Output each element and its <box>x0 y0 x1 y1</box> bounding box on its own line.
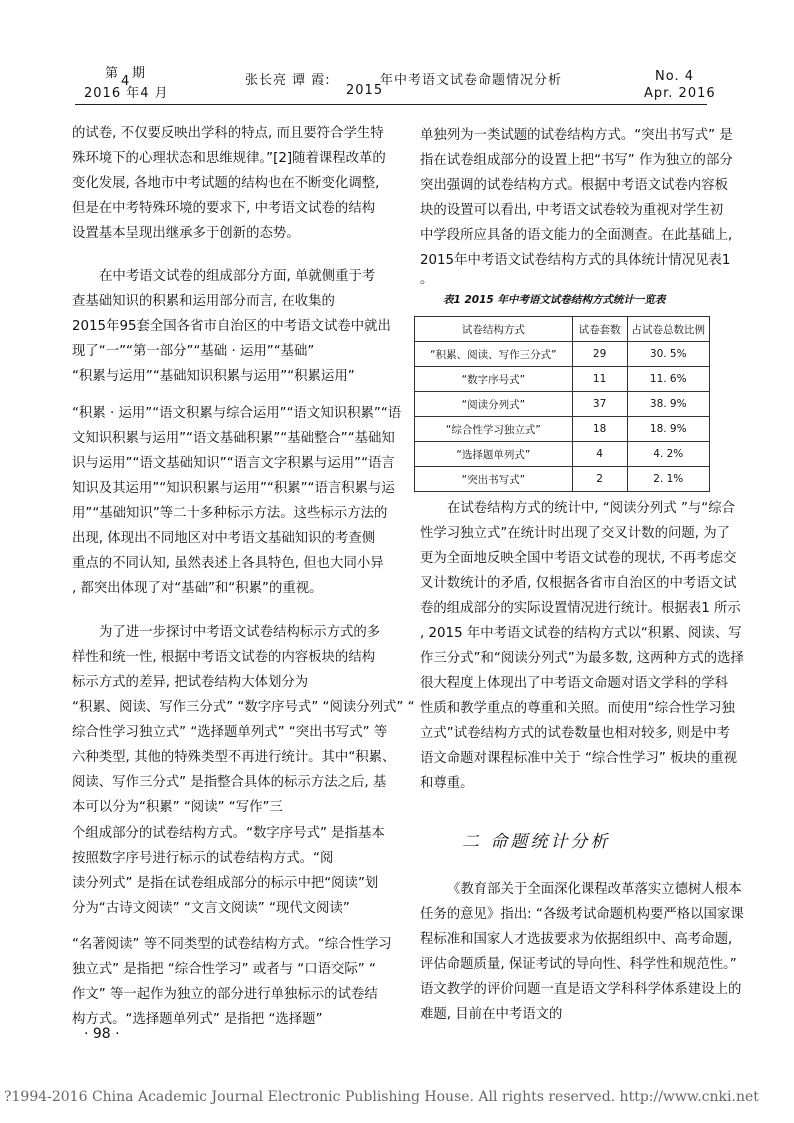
text-line: 作文” 等一起作为独立的部分进行单独标示的试卷结 <box>72 987 378 1002</box>
table-cell: “阅读分列式” <box>415 392 573 417</box>
text-line: 文知识积累与运用”“语文基础积累”“基础整合”“基础知 <box>72 431 395 446</box>
text-line: 立式”试卷结构方式的试卷数量也相对较多, 则是中考 <box>420 726 731 741</box>
text-line: 性学习独立式”在统计时出现了交叉计数的问题, 为了 <box>420 526 731 541</box>
text-line: 叉计数统计的矛盾, 仅根据各省市自治区的中考语文试 <box>420 576 737 591</box>
text-line: 阅读、写作三分式” 是指整合具体的标示方法之后, 基 <box>72 775 387 790</box>
table-row <box>415 342 710 367</box>
text-line: 分为“古诗文阅读” “文言文阅读” “现代文阅读” <box>72 901 350 916</box>
text-line: 样性和统一性, 根据中考语文试卷的内容板块的结构 <box>72 650 376 665</box>
text-line: 语文教学的评价问题一直是语文学科科学体系建设上的 <box>420 982 742 997</box>
text-line: 中学段所应具备的语文能力的全面测查。在此基础上, <box>420 228 733 243</box>
issue-label <box>105 62 119 81</box>
text-line: 2015年95套全国各省市自治区的中考语文试卷中就出 <box>72 319 391 334</box>
text-line: 块的设置可以看出, 中考语文试卷较为重视对学生初 <box>420 203 724 218</box>
text-line: 作三分式”和“阅读分列式”为最多数, 这两种方式的选择 <box>420 651 744 666</box>
text-line: 本可以分为“积累” “阅读” “写作”三 <box>72 800 283 815</box>
table-header-cell: 占试卷总数比例 <box>627 317 710 342</box>
text-line: 单独列为一类试题的试卷结构方式。“突出书写式” 是 <box>420 128 733 143</box>
table-row <box>415 442 710 467</box>
header-no: No. 4 <box>655 69 694 84</box>
text-line: 更为全面地反映全国中考语文试卷的现状, 不再考虑交 <box>420 551 737 566</box>
text-line: 综合性学习独立式” “选择题单列式” “突出书写式” 等 <box>72 725 388 740</box>
table-cell: 38. 9% <box>627 392 710 417</box>
text-line: 现了“一”“第一部分”“基础 · 运用”“基础” <box>72 344 315 359</box>
table-cell: 30. 5% <box>627 342 710 367</box>
text-line: 和尊重。 <box>420 776 474 791</box>
text-line: 用”“基础知识”等二十多种标示方法。这些标示方法的 <box>72 506 388 521</box>
text-line: “积累与运用”“基础知识积累与运用”“积累运用” <box>72 369 355 384</box>
table-title: 表1 2015 年中考语文试卷结构方式统计一览表 <box>443 294 666 306</box>
table-row <box>415 417 710 442</box>
issue-number: 4 <box>121 74 131 89</box>
text-line: 评估命题质量, 保证考试的导向性、科学性和规范性。” <box>420 957 737 972</box>
header-article-title: 年中考语文试卷命题情况分析 <box>380 73 563 88</box>
table-cell: “积累、阅读、写作三分式” <box>415 342 573 367</box>
text-line: 设置基本呈现出继承多于创新的态势。 <box>72 226 300 241</box>
issue-prefix: 第 <box>105 66 120 81</box>
header-date-right: Apr. 2016 <box>644 86 716 101</box>
text-line: 识与运用”“语文基础知识”“语言文字积累与运用”“语言 <box>72 456 395 471</box>
text-line: 突出强调的试卷结构方式。根据中考语文试卷内容板 <box>420 178 728 193</box>
text-line: 《教育部关于全面深化课程改革落实立德树人根本 <box>447 882 742 897</box>
date-left: 2016 年4 月 <box>84 86 169 101</box>
table-cell: “选择题单列式” <box>415 442 573 467</box>
text-line: 查基础知识的积累和运用部分而言, 在收集的 <box>72 294 335 309</box>
table-cell: “综合性学习独立式” <box>415 417 573 442</box>
text-line: 为了进一步探讨中考语文试卷结构标示方式的多 <box>99 625 381 640</box>
text-line: 重点的不同认知, 虽然表述上各具特色, 但也大同小异 <box>72 556 384 571</box>
text-line: 读分列式” 是指在试卷组成部分的标示中把“阅读”划 <box>72 876 379 891</box>
structure-stats-table <box>414 316 710 492</box>
header-article-year: 2015 <box>346 83 384 98</box>
text-line: 指在试卷组成部分的设置上把“书写” 作为独立的部分 <box>420 153 733 168</box>
text-line: 语文命题对课程标准中关于 “综合性学习” 板块的重视 <box>420 751 737 766</box>
copyright-footer: ?1994-2016 China Academic Journal Electronic Publishing House. All rights reserved. http://www.cnki.net <box>4 1089 759 1105</box>
text-line: 殊环境下的心理状态和思维规律。”[2]随着课程改革的 <box>72 151 386 166</box>
text-line: 卷的组成部分的实际设置情况进行统计。根据表1 所示 <box>420 601 741 616</box>
text-line: 出现, 体现出不同地区对中考语文基础知识的考查侧 <box>72 531 376 546</box>
text-line: 。 <box>420 272 434 287</box>
table-cell: 11. 6% <box>627 367 710 392</box>
table-cell: 37 <box>572 392 627 417</box>
text-line: 的试卷, 不仅要反映出学科的特点, 而且要符合学生特 <box>72 126 384 141</box>
table-header-cell: 试卷套数 <box>572 317 627 342</box>
table-cell: 4 <box>572 442 627 467</box>
text-line: 六种类型, 其他的特殊类型不再进行统计。其中“积累、 <box>72 750 396 765</box>
text-line: 标示方式的差异, 把试卷结构大体划分为 <box>72 675 309 690</box>
text-line: 知识及其运用”“知识积累与运用”“积累”“语言积累与运 <box>72 481 395 496</box>
text-line: 独立式” 是指把 “综合性学习” 或者与 “口语交际” “ <box>72 962 376 977</box>
table-row <box>415 392 710 417</box>
table-cell: 29 <box>572 342 627 367</box>
table-cell: 2 <box>572 467 627 492</box>
text-line: 变化发展, 各地市中考试题的结构也在不断变化调整, <box>72 176 380 191</box>
table-row <box>415 467 710 492</box>
text-line: 按照数字序号进行标示的试卷结构方式。“阅 <box>72 851 334 866</box>
table-cell: “突出书写式” <box>415 467 573 492</box>
table-row <box>415 367 710 392</box>
section-heading: 二 命题统计分析 <box>462 832 611 852</box>
table-cell: 18 <box>572 417 627 442</box>
text-line: 构方式。“选择题单列式” 是指把 “选择题” <box>72 1012 323 1027</box>
text-line: 在试卷结构方式的统计中, “阅读分列式 ”与“综合 <box>447 501 736 516</box>
text-line: 2015年中考语文试卷结构方式的具体统计情况见表1 <box>420 253 731 268</box>
table-cell: 2. 1% <box>627 467 710 492</box>
header-authors: 张长亮 谭 霞: <box>245 73 331 88</box>
text-line: 很大程度上体现出了中考语文命题对语文学科的学科 <box>420 676 728 691</box>
table-cell: 4. 2% <box>627 442 710 467</box>
text-line: 任务的意见》指出: “各级考试命题机构要严格以国家课 <box>420 907 744 922</box>
text-line: , 都突出体现了对“基础”和“积累”的重视。 <box>72 581 323 596</box>
text-line: 性质和教学重点的尊重和关照。而使用“综合性学习独 <box>420 701 735 716</box>
text-line: “积累 · 运用”“语文积累与综合运用”“语文知识积累”“语 <box>72 406 402 421</box>
header-rule <box>75 104 707 105</box>
table-header-cell: 试卷结构方式 <box>415 317 573 342</box>
text-line: 难题, 目前在中考语文的 <box>420 1007 563 1022</box>
table-header-row <box>415 317 710 342</box>
table-cell: 18. 9% <box>627 417 710 442</box>
text-line: , 2015 年中考语文试卷的结构方式以“积累、阅读、写 <box>420 626 742 641</box>
text-line: 程标准和国家人才选拔要求为依据组织中、高考命题, <box>420 932 733 947</box>
text-line: “积累、阅读、写作三分式” “数字序号式” “阅读分列式” “ <box>72 700 415 715</box>
issue-unit: 期 <box>132 66 147 81</box>
text-line: 但是在中考特殊环境的要求下, 中考语文试卷的结构 <box>72 201 376 216</box>
text-line: “名著阅读” 等不同类型的试卷结构方式。“综合性学习 <box>72 937 392 952</box>
table-cell: 11 <box>572 367 627 392</box>
text-line: 在中考语文试卷的组成部分方面, 单就侧重于考 <box>99 269 376 284</box>
page-number: · 98 · <box>84 1026 120 1042</box>
text-line: 个组成部分的试卷结构方式。“数字序号式” 是指基本 <box>72 826 385 841</box>
table-cell: “数字序号式” <box>415 367 573 392</box>
